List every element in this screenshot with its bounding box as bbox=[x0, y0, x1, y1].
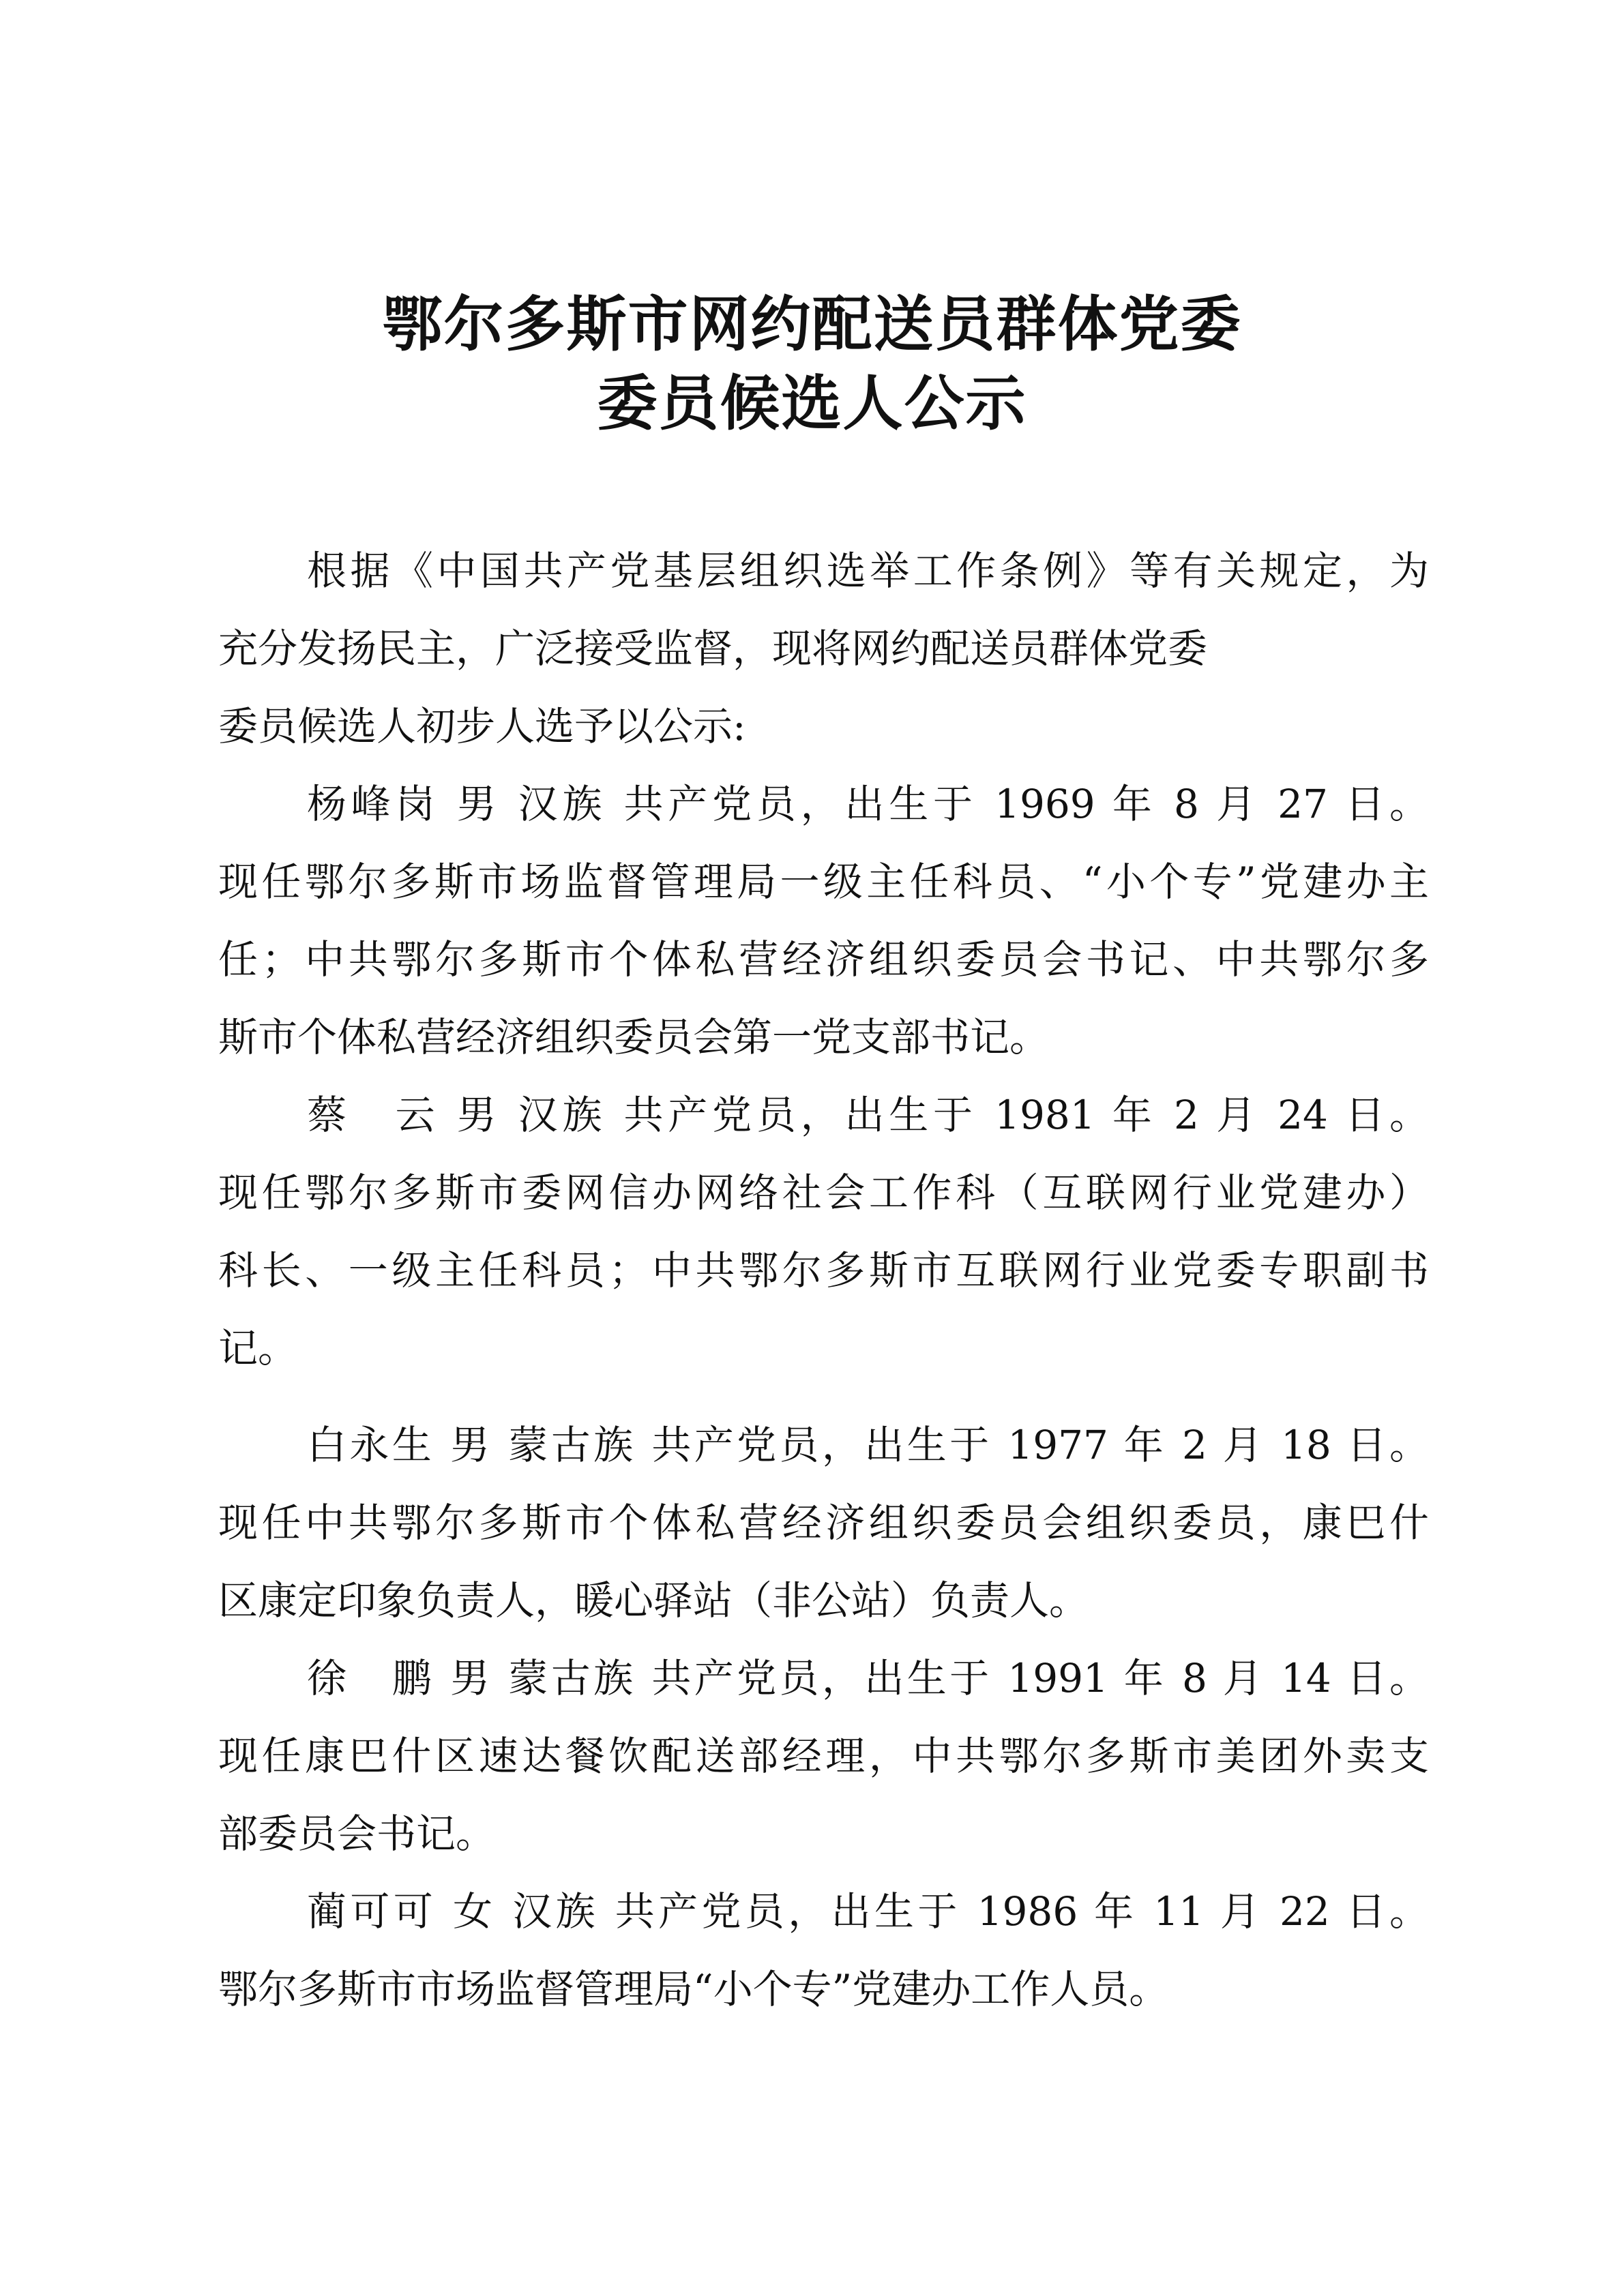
candidate-detail-line: 记。 bbox=[218, 1325, 298, 1371]
candidate-header bbox=[218, 1873, 1429, 1950]
candidate-gender: 男 bbox=[450, 1422, 493, 1468]
candidate-name: 蔺可可 bbox=[307, 1888, 437, 1935]
candidate-detail-line: 现任中共鄂尔多斯市个体私营经济组织委员会组织委员，康巴什 bbox=[218, 1500, 1429, 1546]
candidate-name: 蔡 云 bbox=[307, 1092, 440, 1138]
candidate-header bbox=[218, 1076, 1429, 1154]
candidate-detail-line: 斯市个体私营经济组织委员会第一党支部书记。 bbox=[218, 1014, 1050, 1060]
candidate-ethnicity: 蒙古族 bbox=[508, 1422, 636, 1468]
candidate-header bbox=[218, 1406, 1429, 1484]
candidate-header bbox=[218, 765, 1429, 843]
candidate-gender: 男 bbox=[450, 1655, 493, 1701]
candidate-birth: 出生于 1969 年 8 月 27 日。 bbox=[844, 781, 1429, 827]
candidate-detail-line: 部委员会书记。 bbox=[218, 1810, 496, 1857]
candidate-birth: 出生于 1977 年 2 月 18 日。 bbox=[864, 1422, 1430, 1468]
candidate-birth: 出生于 1991 年 8 月 14 日。 bbox=[864, 1655, 1430, 1701]
candidate-gender: 女 bbox=[452, 1888, 497, 1935]
candidate-detail-line: 现任鄂尔多斯市场监督管理局一级主任科员、“小个专”党建办主 bbox=[218, 859, 1429, 905]
intro-line: 委员候选人初步人选予以公示: bbox=[218, 703, 746, 749]
document-body bbox=[218, 532, 1429, 2028]
candidate-detail-line: 任；中共鄂尔多斯市个体私营经济组织委员会书记、中共鄂尔多 bbox=[218, 936, 1429, 983]
candidate-politics: 共产党员， bbox=[615, 1888, 831, 1935]
candidate-ethnicity: 汉族 bbox=[518, 1092, 607, 1138]
candidate-ethnicity: 汉族 bbox=[512, 1888, 599, 1935]
candidate-header bbox=[218, 1639, 1429, 1717]
candidate-detail-line: 现任鄂尔多斯市委网信办网络社会工作科（互联网行业党建办） bbox=[218, 1169, 1429, 1216]
document-title-line-2: 委员候选人公示 bbox=[597, 368, 1027, 438]
candidate-politics: 共产党员， bbox=[651, 1422, 865, 1468]
candidate-gender: 男 bbox=[456, 1092, 501, 1138]
candidate-ethnicity: 汉族 bbox=[518, 781, 607, 827]
candidate-detail-line: 鄂尔多斯市市场监督管理局“小个专”党建办工作人员。 bbox=[218, 1966, 1169, 2012]
paragraph-gap bbox=[218, 1387, 1429, 1406]
candidate-birth: 出生于 1986 年 11 月 22 日。 bbox=[831, 1888, 1430, 1935]
candidate-gender: 男 bbox=[456, 781, 501, 827]
candidate-birth: 出生于 1981 年 2 月 24 日。 bbox=[844, 1092, 1429, 1138]
intro-line: 充分发扬民主，广泛接受监督，现将网约配送员群体党委 bbox=[218, 625, 1208, 672]
intro-line: 根据《中国共产党基层组织选举工作条例》等有关规定，为 bbox=[307, 548, 1429, 594]
candidate-detail-line: 科长、一级主任科员；中共鄂尔多斯市互联网行业党委专职副书 bbox=[218, 1247, 1429, 1294]
document-title-line-1: 鄂尔多斯市网约配送员群体党委 bbox=[382, 289, 1242, 359]
candidate-detail-line: 区康定印象负责人，暖心驿站（非公站）负责人。 bbox=[218, 1577, 1089, 1624]
candidate-politics: 共产党员， bbox=[651, 1655, 865, 1701]
candidate-name: 徐 鹏 bbox=[307, 1655, 435, 1701]
candidate-detail-line: 现任康巴什区速达餐饮配送部经理，中共鄂尔多斯市美团外卖支 bbox=[218, 1733, 1429, 1779]
candidate-name: 杨峰岗 bbox=[307, 781, 440, 827]
candidate-name: 白永生 bbox=[307, 1422, 435, 1468]
candidate-ethnicity: 蒙古族 bbox=[508, 1655, 636, 1701]
candidate-politics: 共产党员， bbox=[623, 781, 845, 827]
candidate-politics: 共产党员， bbox=[623, 1092, 845, 1138]
